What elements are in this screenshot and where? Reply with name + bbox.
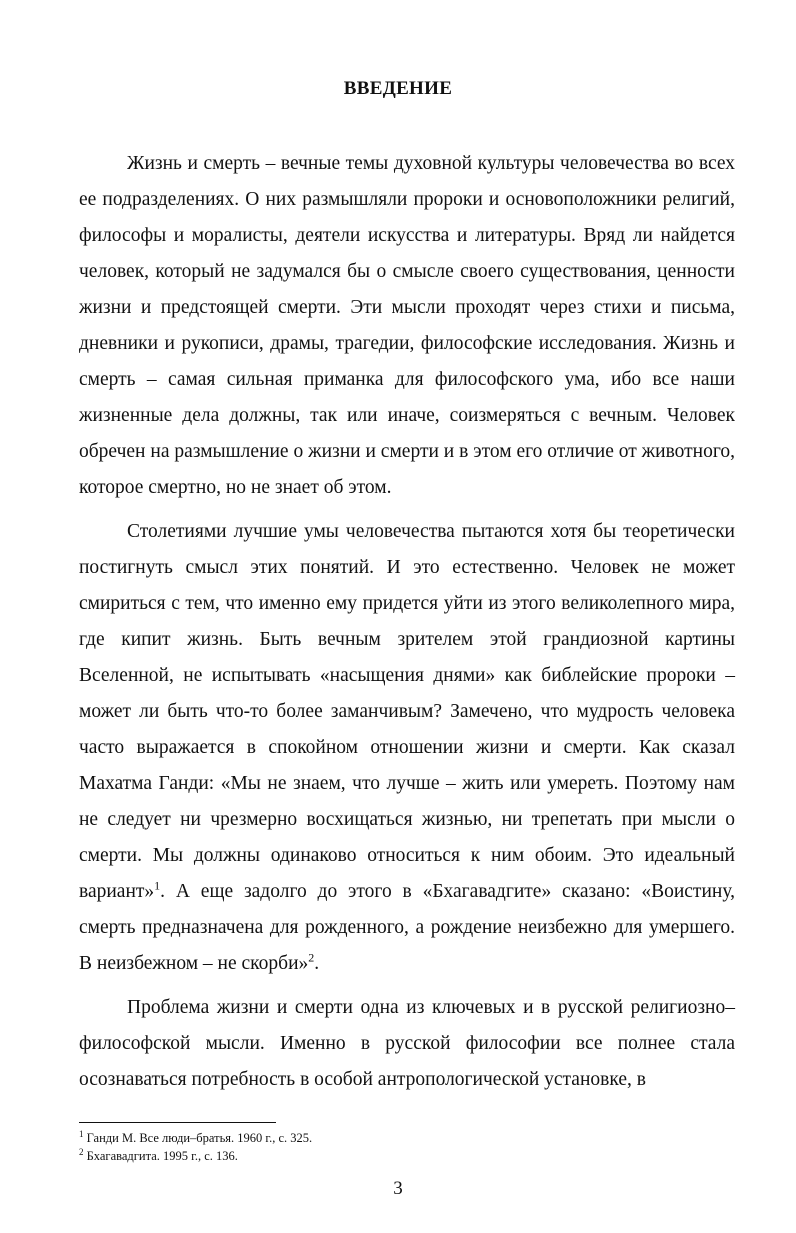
chapter-title: ВВЕДЕНИЕ	[343, 78, 453, 99]
footnotes	[79, 1129, 312, 1165]
footnote-mark: 1	[79, 1128, 84, 1139]
paragraph-text: Проблема жизни и смерти одна из ключевых и в русской религиозно–философской мысли. Именно в русской философии все полнее стала осознаваться потребность в особой антропологической установке, в	[79, 997, 735, 1090]
footnote-separator	[79, 1122, 276, 1123]
paragraph-text: . А еще задолго до этого в «Бхагавадгите» сказано: «Воистину, смерть предназначена для рожденного, а рождение неизбежно для умершего. В неизбежном – не скорби»	[79, 881, 735, 974]
footnote-mark: 2	[79, 1146, 84, 1157]
footnote-text: Бхагавадгита. 1995 г., с. 136.	[83, 1149, 238, 1163]
footnote-reference: 1	[154, 878, 161, 893]
footnote	[79, 1129, 312, 1147]
paragraph	[79, 146, 735, 506]
paragraph-text: Столетиями лучшие умы человечества пытаются хотя бы теоретически постигнуть смысл этих понятий. И это естественно. Человек не может смириться с тем, что именно ему придется уйти из этого великолепного мира, где кипит жизнь. Быть вечным зрителем этой грандиозной картины Вселенной, не испытывать «насыщения днями» как библейские пророки – может ли быть что-то более заманчивым? Замечено, что мудрость человека часто выражается в спокойном отношении жизни и смерти. Как сказал Махатма Ганди: «Мы не знаем, что лучше – жить или умереть. Поэтому нам не следует ни чрезмерно восхищаться жизнью, ни трепетать при мысли о смерти. Мы должны одинаково относиться к ним обоим. Это идеальный вариант»	[79, 521, 735, 902]
main-text	[79, 146, 735, 1106]
footnote-text: Ганди М. Все люди–братья. 1960 г., с. 325.	[83, 1131, 313, 1145]
paragraph	[79, 514, 735, 982]
page-number: 3	[393, 1178, 403, 1199]
paragraph-text: Жизнь и смерть – вечные темы духовной культуры человечества во всех ее подразделениях. О них размышляли пророки и основоположники религий, философы и моралисты, деятели искусства и литературы. Вряд ли найдется человек, который не задумался бы о смысле своего существования, ценности жизни и предстоящей смерти. Эти мысли проходят через стихи и письма, дневники и рукописи, драмы, трагедии, философские исследования. Жизнь и смерть – самая сильная приманка для философского ума, ибо все наши жизненные дела должны, так или иначе, соизмеряться с вечным. Человек обречен на размышление о жизни и смерти и в этом его отличие от животного, которое смертно, но не знает об этом.	[79, 153, 735, 498]
paragraph	[79, 990, 735, 1098]
footnote-reference: 2	[308, 950, 315, 965]
footnote	[79, 1147, 312, 1165]
paragraph-text: .	[314, 953, 320, 974]
